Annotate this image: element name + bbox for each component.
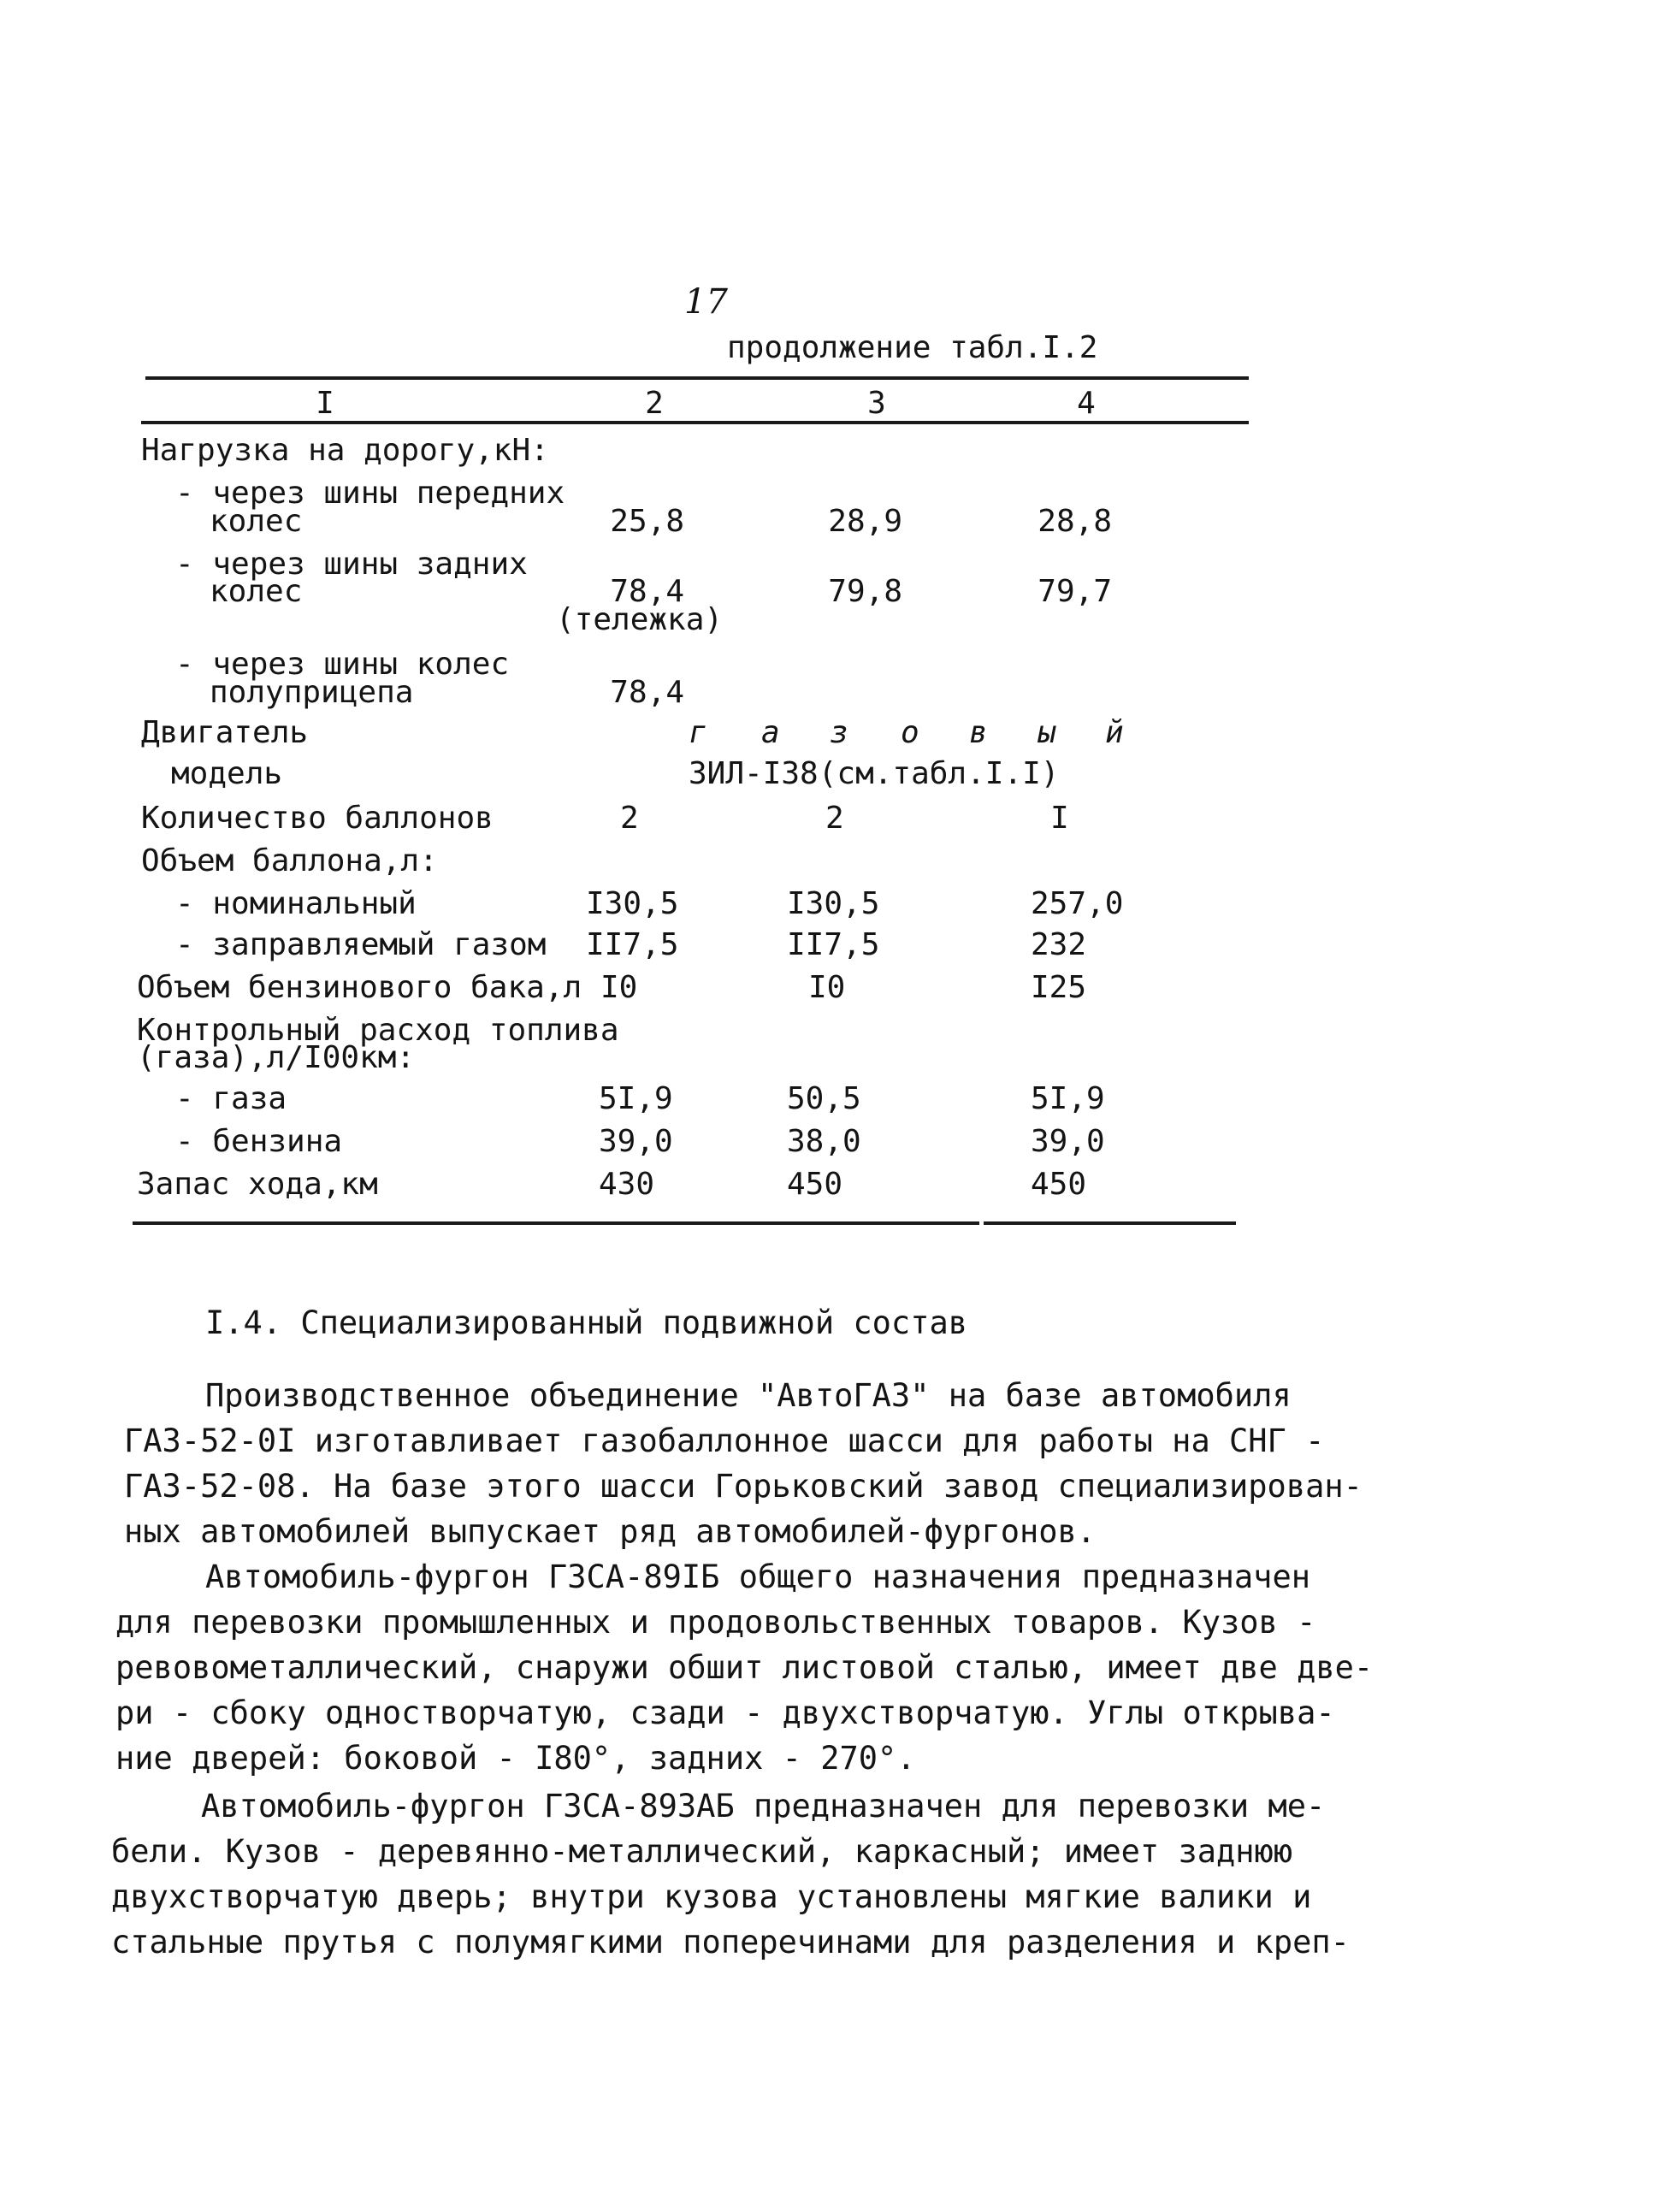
- row-label-engine: Двигатель: [141, 715, 309, 750]
- row-label-nominal: - номинальный: [175, 886, 417, 921]
- cell-rear-2: 78,4: [610, 574, 684, 609]
- table-caption: продолжение табл.I.2: [727, 330, 1098, 365]
- paragraph-line: Автомобиль-фургон ГЗСА-89IБ общего назначения предназначен: [205, 1558, 1311, 1595]
- cell-petrol-tank-2: I0: [600, 970, 638, 1005]
- row-label-cyl-vol: Объем баллона,л:: [141, 843, 438, 878]
- row-label-filled: - заправляемый газом: [175, 927, 547, 962]
- row-label-petrol-tank: Объем бензинового бака,л: [137, 970, 582, 1005]
- table-bottom-rule-left: [133, 1221, 979, 1225]
- cell-filled-4: 232: [1031, 927, 1087, 962]
- row-label-consumption-1: Контрольный расход топлива: [137, 1013, 619, 1048]
- cell-nominal-4: 257,0: [1031, 886, 1124, 921]
- cell-petrol-3: 38,0: [787, 1124, 861, 1159]
- cell-petrol-2: 39,0: [599, 1124, 673, 1159]
- table-top-rule: [145, 376, 1249, 380]
- paragraph-line: двухстворчатую дверь; внутри кузова установлены мягкие валики и: [111, 1878, 1312, 1915]
- cell-model-value: ЗИЛ-I38(см.табл.I.I): [689, 756, 1060, 791]
- row-label-consumption-2: (газа),л/I00км:: [137, 1040, 416, 1075]
- engine-letter: в: [969, 715, 988, 750]
- cell-nominal-2: I30,5: [586, 886, 679, 921]
- row-label-model: модель: [171, 756, 283, 791]
- cell-petrol-tank-4: I25: [1031, 970, 1087, 1005]
- paragraph-line: бели. Кузов - деревянно-металлический, каркасный; имеет заднюю: [111, 1833, 1293, 1870]
- engine-letter: а: [761, 715, 780, 750]
- cell-petrol-4: 39,0: [1031, 1124, 1105, 1159]
- cell-cyl-count-4: I: [1050, 801, 1069, 836]
- engine-letter: з: [830, 715, 848, 750]
- cell-filled-2: II7,5: [586, 927, 679, 962]
- paragraph-line: Автомобиль-фургон ГЗСА-893АБ предназначен для перевозки ме-: [201, 1788, 1326, 1825]
- paragraph-line: ние дверей: боковой - I80°, задних - 270°.: [115, 1740, 916, 1777]
- section-heading: I.4. Специализированный подвижной состав: [205, 1304, 968, 1341]
- cell-petrol-tank-3: I0: [808, 970, 846, 1005]
- cell-range-4: 450: [1031, 1167, 1087, 1202]
- engine-letter: ы: [1037, 715, 1056, 750]
- row-label-front-1: - через шины передних: [175, 476, 565, 511]
- paragraph-line: Производственное объединение "АвтоГАЗ" на базе автомобиля: [205, 1377, 1292, 1414]
- paragraph-line: ных автомобилей выпускает ряд автомобилей-фургонов.: [124, 1513, 1097, 1550]
- cell-range-3: 450: [787, 1167, 843, 1202]
- row-label-petrol: - бензина: [175, 1124, 343, 1159]
- col-header-4: 4: [1077, 386, 1096, 421]
- cell-front-4: 28,8: [1037, 504, 1112, 539]
- cell-range-2: 430: [599, 1167, 655, 1202]
- row-label-rear-2: колес: [210, 574, 303, 609]
- cell-front-3: 28,9: [828, 504, 902, 539]
- cell-cyl-count-2: 2: [620, 801, 639, 836]
- cell-gas-2: 5I,9: [599, 1081, 673, 1116]
- cell-front-2: 25,8: [610, 504, 684, 539]
- paragraph-line: для перевозки промышленных и продовольственных товаров. Кузов -: [115, 1604, 1316, 1641]
- cell-rear-note: (тележка): [556, 602, 724, 637]
- row-label-load: Нагрузка на дорогу,кН:: [141, 433, 549, 468]
- row-label-semi-1: - через шины колес: [175, 647, 510, 682]
- cell-filled-3: II7,5: [787, 927, 880, 962]
- engine-letter: й: [1105, 715, 1124, 750]
- table-bottom-rule-right: [984, 1221, 1236, 1225]
- page-number: 17: [684, 282, 728, 322]
- cell-gas-4: 5I,9: [1031, 1081, 1105, 1116]
- row-label-cyl-count: Количество баллонов: [141, 801, 494, 836]
- row-label-rear-1: - через шины задних: [175, 547, 528, 582]
- col-header-1: I: [316, 386, 334, 421]
- col-header-2: 2: [645, 386, 664, 421]
- engine-letter: г: [689, 715, 707, 750]
- cell-gas-3: 50,5: [787, 1081, 861, 1116]
- paragraph-line: ревовометаллический, снаружи обшит листовой сталью, имеет две две-: [115, 1649, 1374, 1686]
- row-label-gas: - газа: [175, 1081, 287, 1116]
- cell-rear-3: 79,8: [828, 574, 902, 609]
- cell-nominal-3: I30,5: [787, 886, 880, 921]
- row-label-range: Запас хода,км: [137, 1167, 378, 1202]
- paragraph-line: ГАЗ-52-08. На базе этого шасси Горьковский завод специализирован-: [124, 1468, 1363, 1505]
- col-header-3: 3: [867, 386, 886, 421]
- cell-rear-4: 79,7: [1037, 574, 1112, 609]
- paragraph-line: ГАЗ-52-0I изготавливает газобаллонное шасси для работы на СНГ -: [124, 1422, 1325, 1459]
- paragraph-line: ри - сбоку одностворчатую, сзади - двухстворчатую. Углы открыва-: [115, 1694, 1335, 1731]
- row-label-front-2: колес: [210, 504, 303, 539]
- cell-semi-2: 78,4: [610, 675, 684, 710]
- engine-letter: о: [901, 715, 919, 750]
- cell-cyl-count-3: 2: [825, 801, 844, 836]
- paragraph-line: стальные прутья с полумягкими поперечинами для разделения и креп-: [111, 1924, 1350, 1961]
- row-label-semi-2: полуприцепа: [210, 675, 414, 710]
